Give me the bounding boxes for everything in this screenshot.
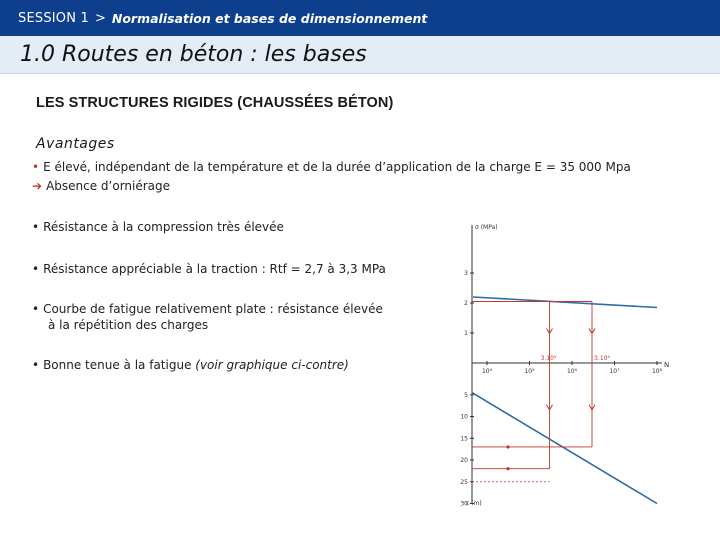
- bullet-dot-icon: •: [32, 220, 40, 234]
- annotation-3e5: 3.10⁵: [540, 355, 557, 362]
- chart-labels: [460, 224, 669, 508]
- bullet-dot-icon: •: [32, 160, 40, 174]
- y-tick-label-strain: 25: [460, 478, 468, 486]
- y-tick-label-strain: 10: [460, 413, 468, 421]
- bullet-dot-icon: •: [32, 262, 40, 276]
- bullet-item-fatigue-resistance: [32, 358, 349, 372]
- chart-axes: [470, 225, 662, 504]
- arrow-text: Absence d’orniérage: [46, 179, 171, 193]
- session-subtitle: Normalisation et bases de dimensionnement: [111, 10, 428, 26]
- session-label: SESSION 1: [18, 10, 89, 26]
- x-tick-label: 10⁷: [609, 368, 620, 375]
- bullet-text: Résistance à la compression très élevée: [43, 220, 284, 234]
- header-bar: [0, 0, 720, 36]
- reference-dot: [506, 445, 509, 448]
- section-heading: LES STRUCTURES RIGIDES (CHAUSSÉES BÉTON): [36, 95, 394, 111]
- breadcrumb-separator: >: [94, 10, 106, 26]
- y-axis-label-stress: σ (MPa): [475, 224, 498, 231]
- y-tick-label-stress: 3: [464, 270, 468, 277]
- bullet-item-modulus: [32, 160, 631, 174]
- y-tick-label-stress: 2: [464, 300, 468, 307]
- bullet-text: Résistance appréciable à la traction : Rtf = 2,7 à 3,3 MPa: [43, 262, 386, 276]
- y-axis-label-strain: ε (m): [466, 500, 482, 507]
- x-tick-label: 10⁵: [524, 368, 535, 375]
- avantages-label: Avantages: [36, 136, 115, 152]
- fatigue-chart-svg: [450, 215, 680, 515]
- y-tick-label-stress: 1: [464, 330, 468, 337]
- bullet-dot-icon: •: [32, 302, 40, 316]
- page-title: 1.0 Routes en béton : les bases: [20, 42, 367, 67]
- x-tick-label: 10⁶: [566, 368, 578, 375]
- arrow-item-ornierage: [32, 179, 170, 193]
- title-band: [0, 36, 720, 74]
- bullet-text: E élevé, indépendant de la température et de la durée d’application de la charge E = 35 000 Mpa: [43, 160, 631, 174]
- annotation-3e6: 3.10⁶: [594, 355, 610, 362]
- stress-fatigue-curve: [473, 297, 657, 308]
- y-tick-label-strain: 5: [464, 391, 468, 399]
- bullet-item-fatigue-curve: [32, 301, 412, 333]
- strain-curve: [472, 393, 657, 504]
- right-arrow-icon: ➔: [32, 179, 43, 193]
- fatigue-chart: [450, 215, 680, 515]
- bullet-text-italic: (voir graphique ci-contre): [195, 358, 349, 372]
- bullet-text-continued: à la répétition des charges: [48, 318, 209, 332]
- bullet-text: Courbe de fatigue relativement plate : résistance élevée: [43, 302, 383, 316]
- y-tick-label-strain: 30: [460, 500, 468, 508]
- bullet-item-traction: [32, 262, 386, 276]
- chart-marks: [472, 297, 657, 504]
- y-tick-label-strain: 15: [460, 435, 468, 443]
- bullet-item-compression: [32, 220, 284, 234]
- x-axis-label: N: [664, 361, 670, 369]
- y-tick-label-strain: 20: [460, 457, 468, 464]
- x-tick-label: 10⁴: [481, 368, 493, 375]
- x-tick-label: 10⁸: [651, 368, 663, 375]
- reference-dot: [506, 467, 509, 470]
- bullet-dot-icon: •: [32, 358, 40, 372]
- bullet-text: Bonne tenue à la fatigue: [43, 358, 196, 372]
